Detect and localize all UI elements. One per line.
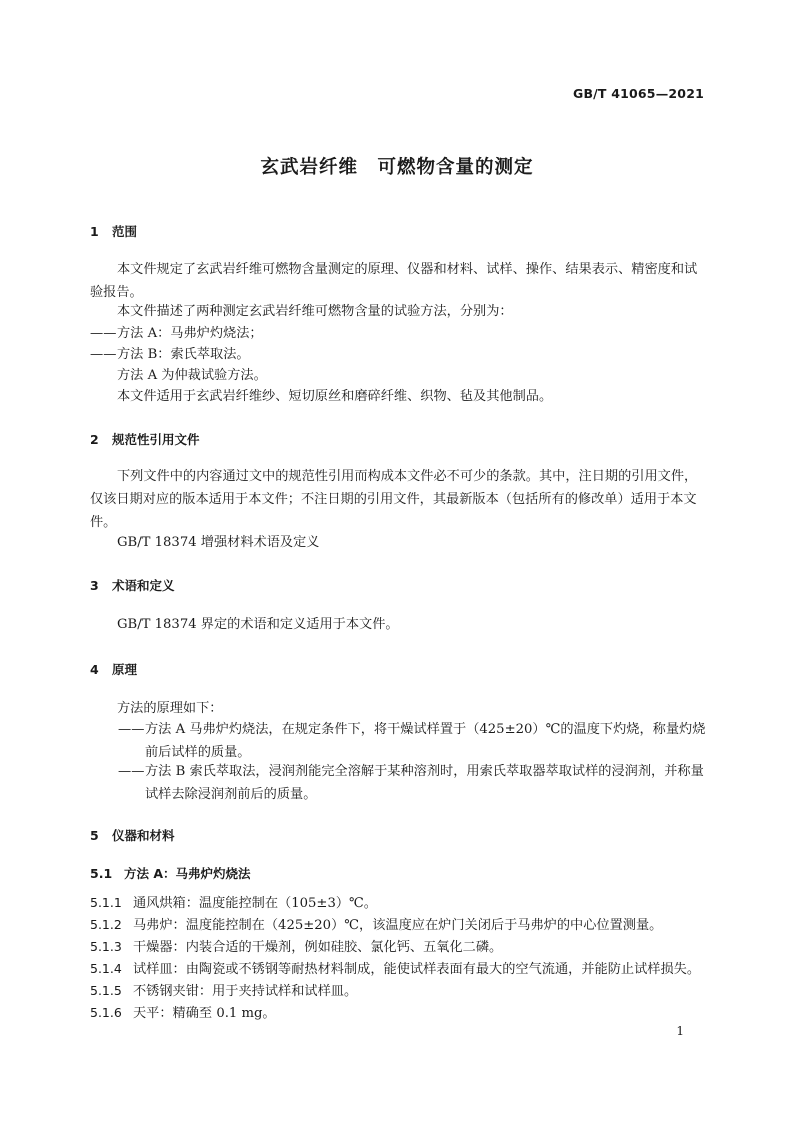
section-1-heading bbox=[90, 222, 137, 240]
clause-text: 马弗炉：温度能控制在（425±20）℃，该温度应在炉门关闭后于马弗炉的中心位置测量。 bbox=[133, 918, 663, 933]
section-1-list-item-b bbox=[90, 343, 678, 366]
list-item-text: 方法 A：马弗炉灼烧法； bbox=[117, 326, 263, 341]
list-item-text: 方法 B 索氏萃取法，浸润剂能完全溶解于某种溶剂时，用索氏萃取器萃取试样的浸润剂，并称量试样去除浸润剂前后的质量。 bbox=[145, 764, 704, 802]
subsection-title: 方法 A：马弗炉灼烧法 bbox=[124, 866, 251, 881]
clause-text: 不锈钢夹钳：用于夹持试样和试样皿。 bbox=[133, 984, 358, 999]
section-3-paragraph-1: GB/T 18374 界定的术语和定义适用于本文件。 bbox=[117, 617, 399, 632]
clause-number: 5.1.3 bbox=[90, 939, 122, 954]
clause-5-1-1 bbox=[90, 891, 706, 915]
section-1-paragraph-4: 本文件适用于玄武岩纤维纱、短切原丝和磨碎纤维、织物、毡及其他制品。 bbox=[117, 389, 553, 404]
section-2-heading bbox=[90, 430, 200, 448]
section-4-heading bbox=[90, 660, 137, 678]
clause-text: 天平：精确至 0.1 mg。 bbox=[133, 1006, 276, 1021]
section-1-paragraph-3: 方法 A 为仲裁试验方法。 bbox=[117, 368, 267, 383]
section-number: 4 bbox=[90, 662, 99, 677]
clause-5-1-4 bbox=[90, 957, 706, 981]
clause-text: 试样皿：由陶瓷或不锈钢等耐热材料制成，能使试样表面有最大的空气流通，并能防止试样损失。 bbox=[133, 962, 701, 977]
section-number: 1 bbox=[90, 224, 99, 239]
dash-glyph: —— bbox=[118, 722, 145, 737]
clause-number: 5.1.4 bbox=[90, 961, 122, 976]
list-item-text: 方法 B：索氏萃取法。 bbox=[117, 347, 250, 362]
section-4-list-item-a bbox=[118, 718, 706, 764]
page-number: 1 bbox=[676, 1024, 684, 1038]
list-item-text: 方法 A 马弗炉灼烧法，在规定条件下，将干燥试样置于（425±20）℃的温度下灼烧，称量灼烧前后试样的质量。 bbox=[145, 722, 706, 760]
section-number: 5 bbox=[90, 828, 99, 843]
clause-text: 干燥器：内装合适的干燥剂，例如硅胶、氯化钙、五氧化二磷。 bbox=[133, 940, 503, 955]
clause-5-1-3 bbox=[90, 935, 706, 959]
subsection-5-1-heading bbox=[90, 864, 251, 882]
section-title: 仪器和材料 bbox=[112, 828, 175, 843]
section-1-list-item-a bbox=[90, 322, 678, 345]
section-1-paragraph-2: 本文件描述了两种测定玄武岩纤维可燃物含量的试验方法，分别为： bbox=[117, 304, 513, 319]
clause-number: 5.1.2 bbox=[90, 917, 122, 932]
clause-text: 通风烘箱：温度能控制在（105±3）℃。 bbox=[133, 896, 377, 911]
clause-number: 5.1.1 bbox=[90, 895, 122, 910]
clause-number: 5.1.6 bbox=[90, 1005, 122, 1020]
section-2-reference: GB/T 18374 增强材料术语及定义 bbox=[117, 535, 320, 550]
subsection-number: 5.1 bbox=[90, 866, 113, 881]
section-1-paragraph-1: 本文件规定了玄武岩纤维可燃物含量测定的原理、仪器和材料、试样、操作、结果表示、精密度和试验报告。 bbox=[90, 262, 698, 300]
standard-code: GB/T 41065—2021 bbox=[572, 86, 704, 101]
section-3-heading bbox=[90, 576, 175, 594]
dash-glyph: —— bbox=[90, 347, 117, 362]
section-title: 规范性引用文件 bbox=[112, 432, 200, 447]
clause-5-1-5 bbox=[90, 979, 706, 1003]
section-title: 原理 bbox=[112, 662, 138, 677]
clause-number: 5.1.5 bbox=[90, 983, 122, 998]
section-4-list-item-b bbox=[118, 760, 706, 806]
section-number: 2 bbox=[90, 432, 99, 447]
section-5-heading bbox=[90, 826, 175, 844]
section-number: 3 bbox=[90, 578, 99, 593]
clause-5-1-2 bbox=[90, 913, 706, 937]
dash-glyph: —— bbox=[90, 326, 117, 341]
dash-glyph: —— bbox=[118, 764, 145, 779]
section-2-paragraph-1: 下列文件中的内容通过文中的规范性引用而构成本文件必不可少的条款。其中，注日期的引用文件，仅该日期对应的版本适用于本文件；不注日期的引用文件，其最新版本（包括所有的修改单）适用于本文件。 bbox=[90, 469, 698, 530]
clause-5-1-6 bbox=[90, 1001, 706, 1025]
section-title: 范围 bbox=[112, 224, 138, 239]
section-title: 术语和定义 bbox=[112, 578, 175, 593]
document-title: 玄武岩纤维 可燃物含量的测定 bbox=[260, 157, 534, 178]
section-4-paragraph-1: 方法的原理如下： bbox=[117, 701, 223, 716]
